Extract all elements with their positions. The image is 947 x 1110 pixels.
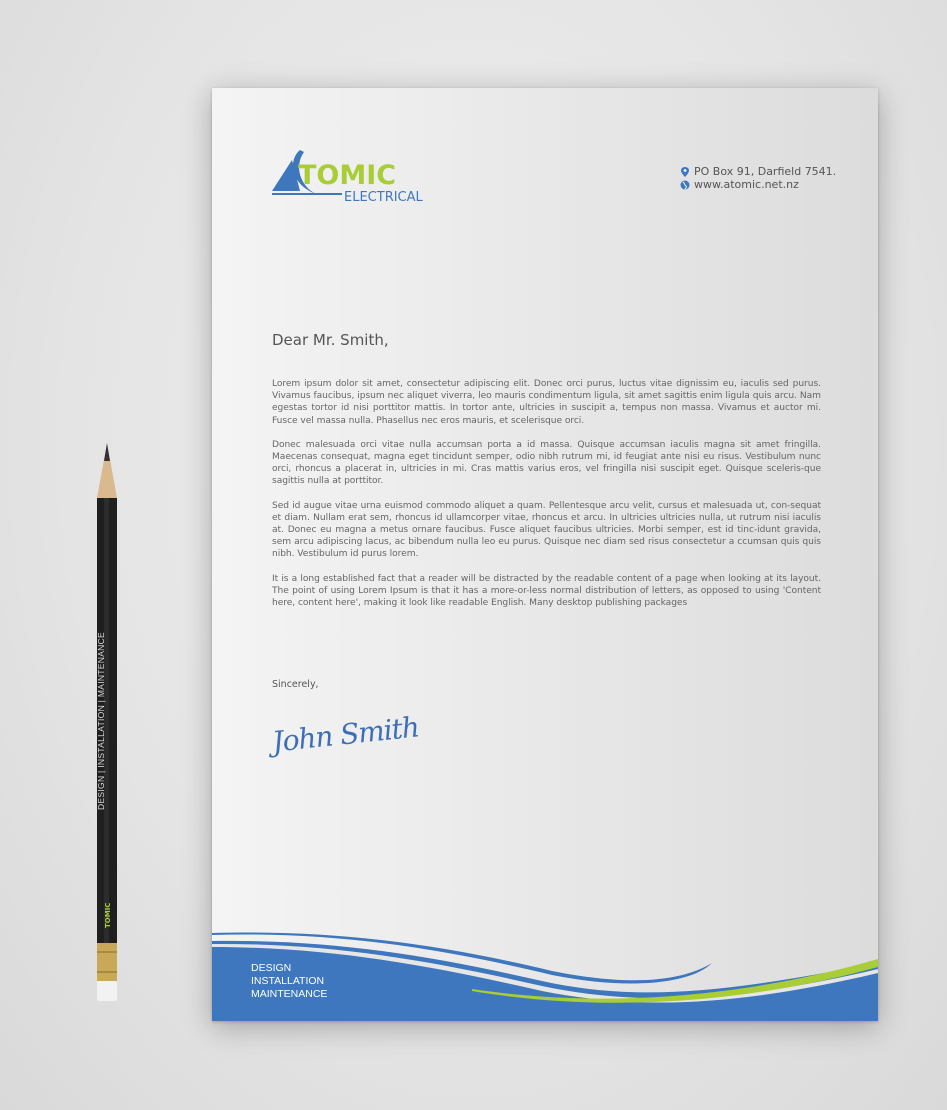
paragraph: It is a long established fact that a reader will be distracted by the readable content of a page when looking at its layout. The point of using Lorem Ipsum is that it has a more-or-less normal distribution of letters, as opposed to using 'Content here, content here', making it look like readable English. Many desktop publishing packages [272, 573, 821, 609]
footer-tagline [251, 962, 327, 1001]
map-pin-icon [680, 167, 690, 177]
paragraph: Lorem ipsum dolor sit amet, consectetur adipiscing elit. Donec orci purus, luctus vitae dignissim eu, iaculis sed purus. Vivamus faucibus, ipsum nec aliquet viverra, leo mauris condimentum ligula, sit amet sagittis enim ligula quis arcu. Nam egestas tortor id nisi porttitor mattis. In tortor ante, ultricies in suscipit a, tempus non massa. Vivamus et auctor mi. Fusce vel massa nulla. Phasellus nec eros mauris, et scelerisque orci. [272, 379, 821, 426]
address: PO Box 91, Darfield 7541. [694, 165, 837, 178]
atomic-electrical-logo [270, 146, 448, 206]
paragraph: Donec malesuada orci vitae nulla accumsan porta a id massa. Quisque accumsan iaculis magna sit amet fringilla. Maecenas consequat, magna eget tincidunt semper, odio nibh rutrum mi, id feugiat ante nisi eu risus. Vestibulum nunc orci, rhoncus a placerat in, ultricies in mi. Cras mattis varius eros, vel fringilla nisi suscipit eget. Quisque sceleris-que sagittis nulla at porttitor. [272, 439, 821, 487]
tagline-installation: INSTALLATION [251, 975, 325, 987]
svg-text:TOMIC: TOMIC [104, 902, 112, 928]
svg-text:TOMIC: TOMIC [298, 160, 397, 191]
tagline-maintenance: MAINTENANCE [251, 988, 328, 1000]
contact-info [680, 165, 836, 191]
pencil-imprint: DESIGN | INSTALLATION | MAINTENANCE [96, 631, 106, 810]
letterhead-page [212, 88, 878, 1021]
salutation: Dear Mr. Smith, [272, 331, 389, 349]
signature: John Smith [270, 710, 421, 759]
svg-text:ELECTRICAL: ELECTRICAL [344, 190, 423, 205]
closing: Sincerely, [272, 679, 319, 690]
paragraph: Sed id augue vitae urna euismod commodo aliquet a quam. Pellentesque arcu velit, cursus et malesuada ut, con-sequat et diam. Nullam erat sem, rhoncus id ullamcorper vitae, rhoncus et arcu. In ultricies ultricies nulla, ut rutrum nisi iaculis at. Donec eu magna a metus ornare faucibus. Fusce aliquet faucibus ultricies. Morbi semper, est id tinc-idunt gravida, sem arcu adipiscing lacus, ac bibendum nulla leo eu purus. Quisque nec diam sed risus consectetur a ccumsan quis quis nibh. Vestibulum id purus lorem. [272, 500, 821, 560]
pencil-logo [104, 903, 112, 928]
website-link[interactable]: www.atomic.net.nz [694, 178, 799, 191]
letter-body [272, 378, 821, 621]
tagline-design: DESIGN [251, 962, 292, 974]
globe-icon [680, 180, 690, 190]
